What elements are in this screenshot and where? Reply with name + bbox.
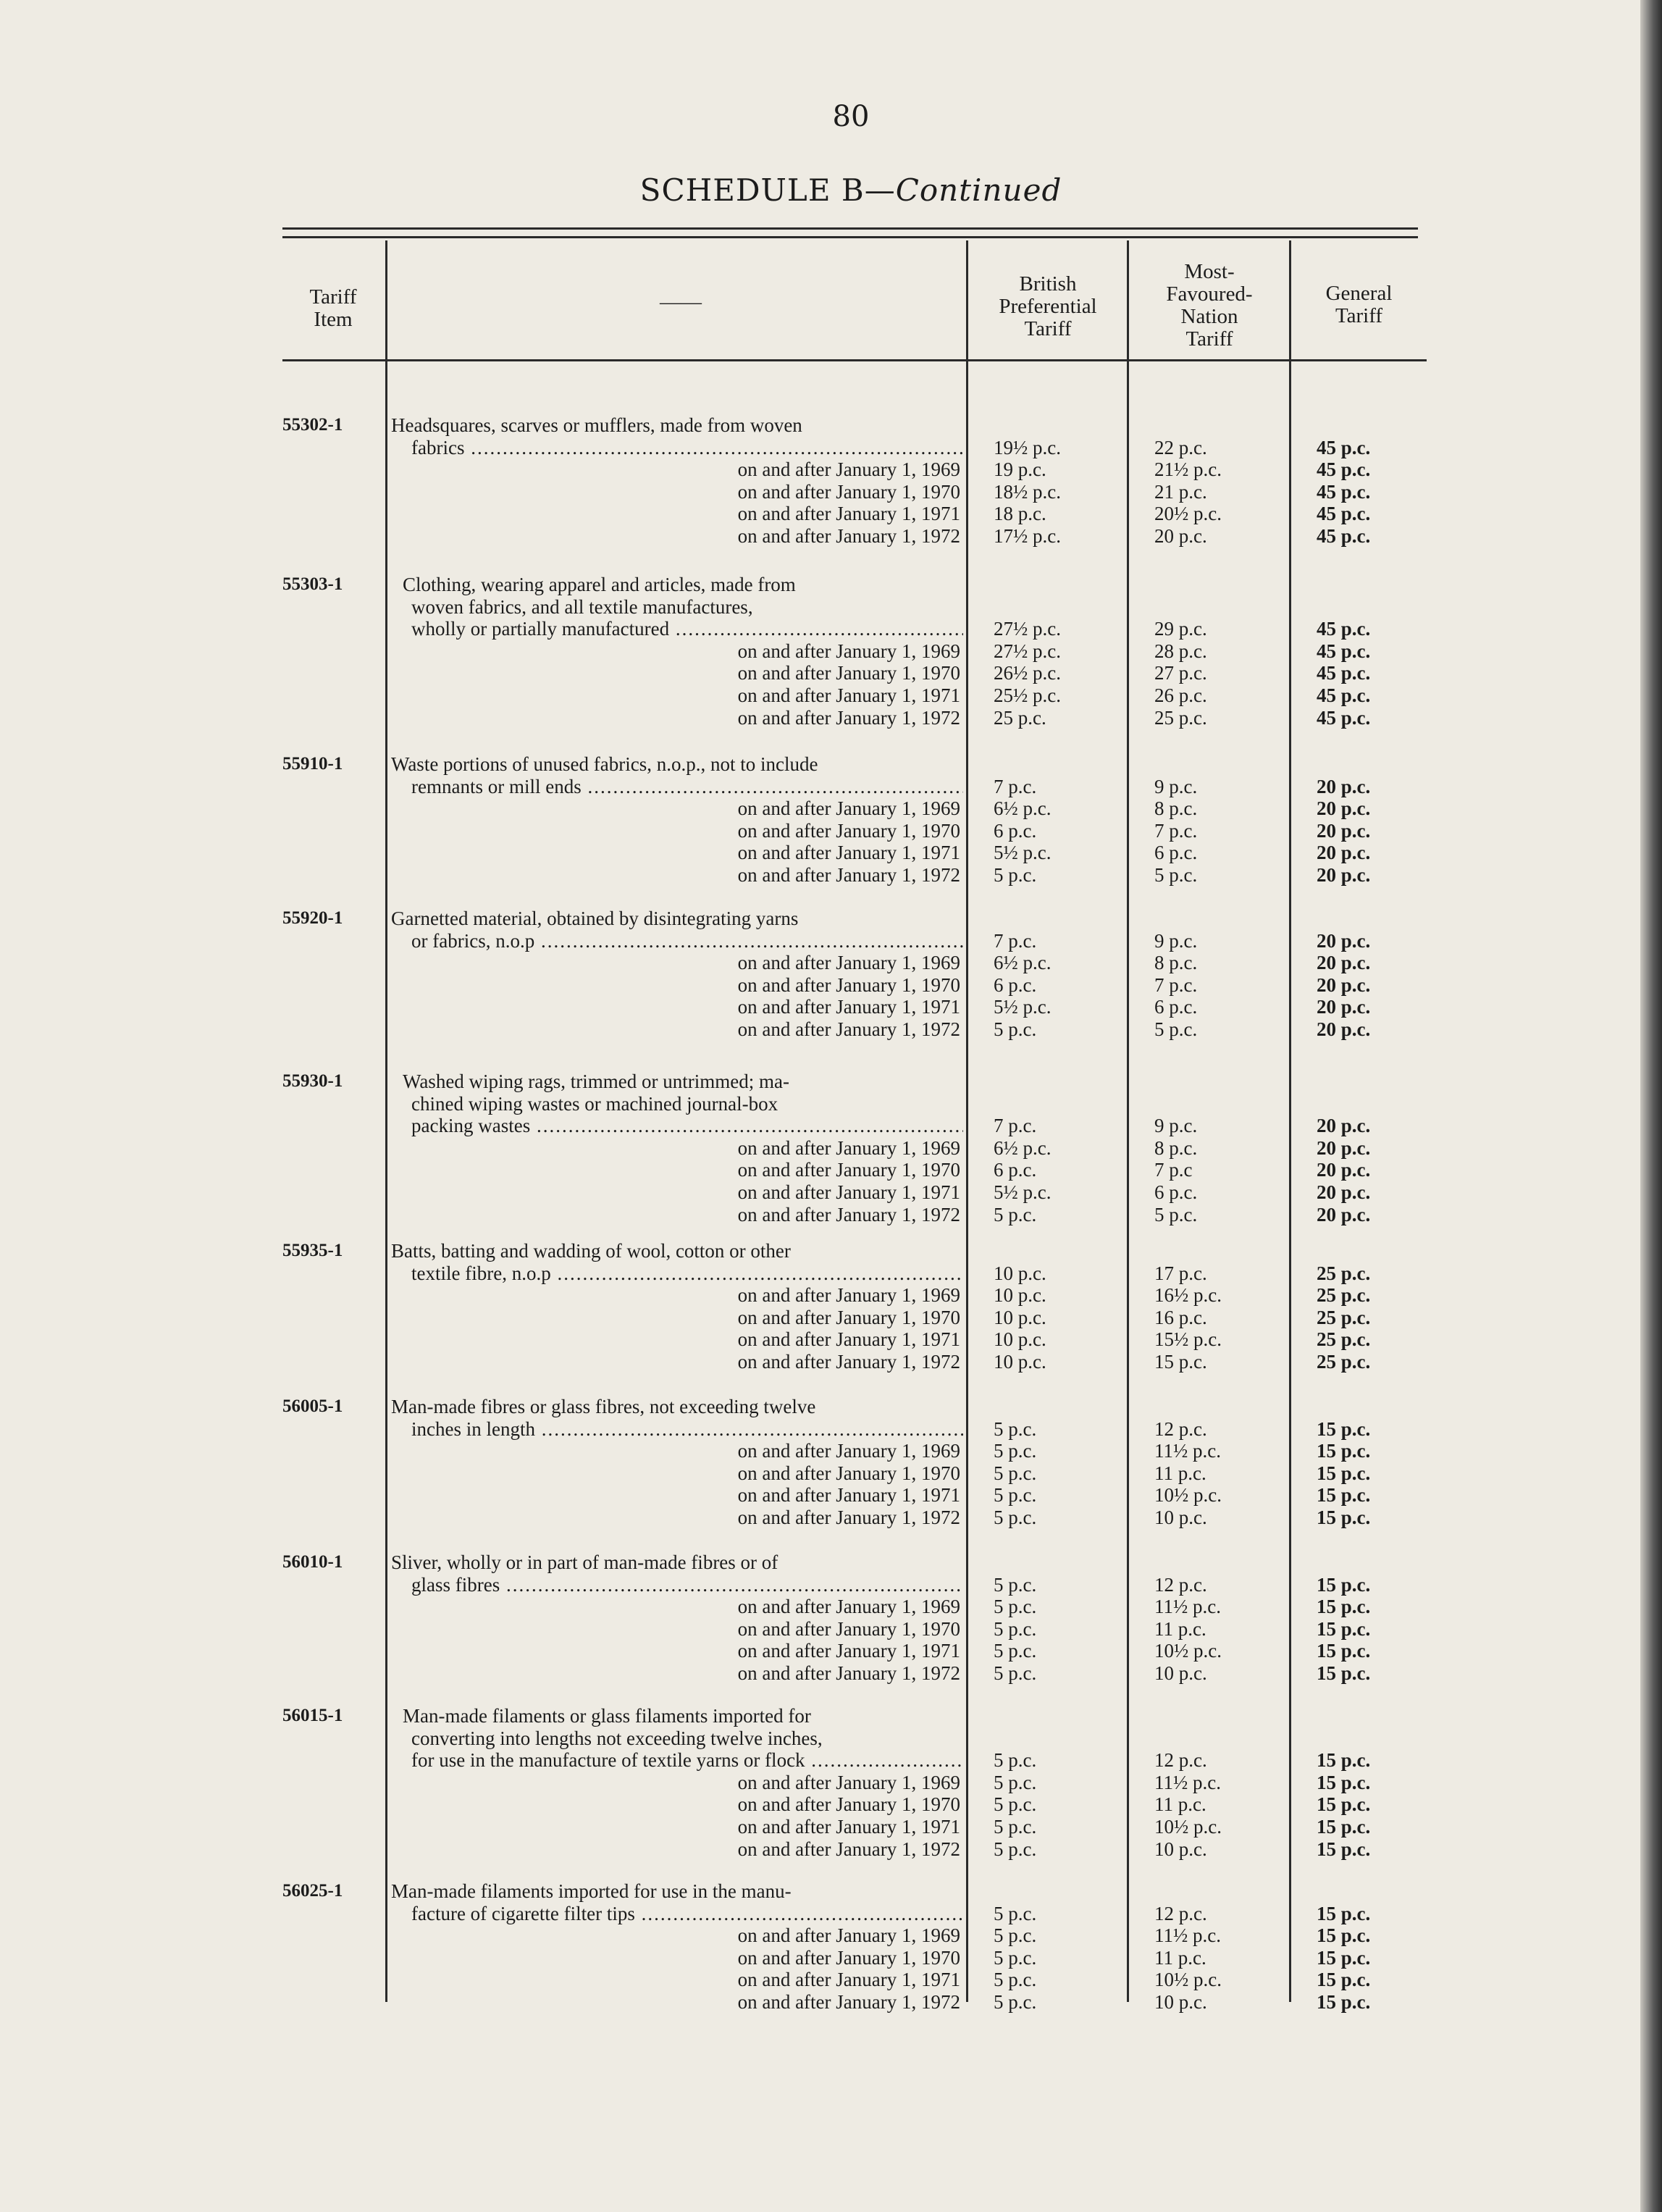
bpt-rate: 19 p.c. — [994, 458, 1046, 481]
mfn-rate: 5 p.c. — [1154, 1203, 1198, 1226]
bpt-rate: 5 p.c. — [994, 1793, 1037, 1816]
effective-date-line: on and after January 1, 1969 — [737, 1284, 960, 1307]
mfn-rate: 27 p.c. — [1154, 662, 1207, 684]
page-edge-shadow — [1640, 0, 1662, 2212]
description-line: Headsquares, scarves or mufflers, made from woven — [391, 414, 802, 436]
general-rate: 45 p.c. — [1317, 618, 1371, 640]
general-rate: 15 p.c. — [1317, 1417, 1371, 1440]
bpt-rate: 6 p.c. — [994, 973, 1037, 996]
bpt-rate: 5½ p.c. — [994, 842, 1052, 864]
mfn-rate-column — [1154, 776, 1299, 887]
bpt-rate: 18½ p.c. — [994, 480, 1061, 503]
description-line: facture of cigarette filter tips ..... — [391, 1903, 963, 1925]
mfn-rate: 26 p.c. — [1154, 684, 1207, 706]
general-rate: 25 p.c. — [1317, 1350, 1371, 1373]
general-rate: 20 p.c. — [1317, 775, 1371, 797]
mfn-rate-column — [1154, 1749, 1299, 1860]
bpt-rate: 25 p.c. — [994, 706, 1046, 729]
mfn-rate: 10½ p.c. — [1154, 1640, 1222, 1662]
bpt-rate: 5 p.c. — [994, 1573, 1037, 1596]
general-rate: 15 p.c. — [1317, 1946, 1371, 1969]
bpt-rate: 5 p.c. — [994, 1018, 1037, 1040]
mfn-rate: 6 p.c. — [1154, 842, 1198, 864]
mfn-rate: 28 p.c. — [1154, 640, 1207, 662]
bpt-rate: 18 p.c. — [994, 503, 1046, 525]
general-rate: 15 p.c. — [1317, 1815, 1371, 1838]
mfn-rate: 11½ p.c. — [1154, 1596, 1221, 1618]
header-mfn: Most- Favoured- Nation Tariff — [1166, 260, 1253, 351]
tariff-description — [391, 753, 963, 887]
description-line: woven fabrics, and all textile manufactures, — [411, 595, 753, 618]
bpt-rate: 19½ p.c. — [994, 436, 1061, 458]
mfn-rate: 8 p.c. — [1154, 797, 1198, 820]
bpt-rate-column — [994, 618, 1138, 729]
bpt-rate: 5 p.c. — [994, 1617, 1037, 1640]
bpt-rate: 5 p.c. — [994, 1417, 1037, 1440]
general-rate-column — [1317, 1903, 1461, 2014]
general-rate: 25 p.c. — [1317, 1284, 1371, 1307]
bpt-rate: 10 p.c. — [994, 1328, 1046, 1351]
bpt-rate-column — [994, 930, 1138, 1041]
effective-date-line: on and after January 1, 1969 — [737, 1440, 960, 1462]
effective-date-line: on and after January 1, 1971 — [737, 996, 960, 1018]
bpt-rate: 5 p.c. — [994, 1771, 1037, 1793]
mfn-rate: 8 p.c. — [1154, 952, 1198, 974]
effective-date-line: on and after January 1, 1970 — [737, 1306, 960, 1328]
bpt-rate: 10 p.c. — [994, 1262, 1046, 1284]
header-tariff-item: Tariff Item — [309, 285, 357, 331]
general-rate: 20 p.c. — [1317, 819, 1371, 842]
bpt-rate: 27½ p.c. — [994, 618, 1061, 640]
mfn-rate: 12 p.c. — [1154, 1417, 1207, 1440]
mfn-rate: 12 p.c. — [1154, 1902, 1207, 1924]
bpt-rate: 5 p.c. — [994, 1506, 1037, 1528]
general-rate: 20 p.c. — [1317, 863, 1371, 886]
mfn-rate-column — [1154, 1574, 1299, 1685]
mfn-rate: 11 p.c. — [1154, 1793, 1206, 1816]
tariff-item-number: 55935-1 — [282, 1241, 343, 1260]
tariff-description — [391, 908, 963, 1041]
tariff-item-number: 55910-1 — [282, 754, 343, 774]
effective-date-line: on and after January 1, 1972 — [737, 1990, 960, 2013]
mfn-rate: 22 p.c. — [1154, 436, 1207, 458]
mfn-rate: 17 p.c. — [1154, 1262, 1207, 1284]
bpt-rate: 5 p.c. — [994, 1440, 1037, 1462]
effective-date-line: on and after January 1, 1972 — [737, 1838, 960, 1860]
mfn-rate: 11 p.c. — [1154, 1946, 1206, 1969]
effective-date-line: on and after January 1, 1969 — [737, 1924, 960, 1947]
bpt-rate: 7 p.c. — [994, 1115, 1037, 1137]
bpt-rate: 5 p.c. — [994, 1902, 1037, 1924]
effective-date-line: on and after January 1, 1972 — [737, 1506, 960, 1528]
page-title — [0, 172, 1662, 208]
effective-date-line: on and after January 1, 1971 — [737, 1484, 960, 1507]
general-rate: 20 p.c. — [1317, 1018, 1371, 1040]
bpt-rate-column — [994, 1418, 1138, 1529]
description-line: Garnetted material, obtained by disintegrating yarns — [391, 908, 799, 929]
tariff-item-number: 55920-1 — [282, 908, 343, 928]
bpt-rate-column — [994, 1115, 1138, 1226]
mfn-rate: 8 p.c. — [1154, 1136, 1198, 1159]
general-rate: 45 p.c. — [1317, 684, 1371, 706]
description-line: textile fibre, n.o.p ..... — [391, 1262, 963, 1285]
bpt-rate: 6½ p.c. — [994, 1136, 1052, 1159]
bpt-rate: 5 p.c. — [994, 1749, 1037, 1772]
mfn-rate: 10 p.c. — [1154, 1990, 1207, 2013]
bpt-rate-column — [994, 1749, 1138, 1860]
mfn-rate: 10 p.c. — [1154, 1506, 1207, 1528]
general-rate: 45 p.c. — [1317, 458, 1371, 481]
mfn-rate: 9 p.c. — [1154, 1115, 1198, 1137]
mfn-rate: 7 p.c. — [1154, 973, 1198, 996]
description-line: remnants or mill ends ..... — [391, 776, 963, 798]
general-rate: 15 p.c. — [1317, 1902, 1371, 1924]
bpt-rate: 5 p.c. — [994, 1815, 1037, 1838]
general-rate: 25 p.c. — [1317, 1306, 1371, 1328]
general-rate: 20 p.c. — [1317, 996, 1371, 1018]
top-rule-2 — [282, 236, 1418, 238]
bpt-rate: 10 p.c. — [994, 1350, 1046, 1373]
tariff-item-number: 56010-1 — [282, 1552, 343, 1572]
effective-date-line: on and after January 1, 1971 — [737, 1328, 960, 1351]
description-line: glass fibres ..... — [391, 1574, 963, 1596]
mfn-rate: 20½ p.c. — [1154, 503, 1222, 525]
tariff-item-number: 56015-1 — [282, 1706, 343, 1725]
general-rate-column — [1317, 618, 1461, 729]
general-rate: 45 p.c. — [1317, 436, 1371, 458]
general-rate: 15 p.c. — [1317, 1969, 1371, 1991]
top-rule-1 — [282, 227, 1418, 230]
general-rate-column — [1317, 437, 1461, 548]
effective-date-line: on and after January 1, 1972 — [737, 1350, 960, 1373]
effective-date-line: on and after January 1, 1972 — [737, 1662, 960, 1684]
bpt-rate: 5 p.c. — [994, 1969, 1037, 1991]
description-line: Sliver, wholly or in part of man-made fibres or of — [391, 1551, 778, 1573]
description-line: inches in length ..... — [391, 1418, 963, 1441]
bpt-rate: 5½ p.c. — [994, 996, 1052, 1018]
page-number: 80 — [832, 100, 870, 133]
bpt-rate: 5½ p.c. — [994, 1181, 1052, 1203]
mfn-rate: 10½ p.c. — [1154, 1815, 1222, 1838]
general-rate: 15 p.c. — [1317, 1573, 1371, 1596]
tariff-item-number: 55930-1 — [282, 1071, 343, 1091]
mfn-rate: 25 p.c. — [1154, 706, 1207, 729]
effective-date-line: on and after January 1, 1971 — [737, 1815, 960, 1838]
effective-date-line: on and after January 1, 1969 — [737, 797, 960, 820]
description-line: Washed wiping rags, trimmed or untrimmed; ma- — [403, 1071, 789, 1092]
mfn-rate: 21 p.c. — [1154, 480, 1207, 503]
bpt-rate: 7 p.c. — [994, 775, 1037, 797]
mfn-rate: 11 p.c. — [1154, 1462, 1206, 1484]
description-line: converting into lengths not exceeding twelve inches, — [411, 1727, 823, 1749]
mfn-rate: 29 p.c. — [1154, 618, 1207, 640]
general-rate-column — [1317, 776, 1461, 887]
bpt-rate: 25½ p.c. — [994, 684, 1061, 706]
general-rate-column — [1317, 1115, 1461, 1226]
effective-date-line: on and after January 1, 1972 — [737, 1203, 960, 1226]
effective-date-line: on and after January 1, 1969 — [737, 1596, 960, 1618]
effective-date-line: on and after January 1, 1971 — [737, 1181, 960, 1203]
general-rate: 15 p.c. — [1317, 1771, 1371, 1793]
bpt-rate: 5 p.c. — [994, 1640, 1037, 1662]
description-line: for use in the manufacture of textile yarns or flock ..... — [391, 1749, 963, 1772]
mfn-rate: 11 p.c. — [1154, 1617, 1206, 1640]
general-rate: 15 p.c. — [1317, 1484, 1371, 1507]
general-rate: 15 p.c. — [1317, 1506, 1371, 1528]
general-rate: 15 p.c. — [1317, 1440, 1371, 1462]
general-rate: 15 p.c. — [1317, 1640, 1371, 1662]
general-rate: 20 p.c. — [1317, 1115, 1371, 1137]
mfn-rate-column — [1154, 618, 1299, 729]
mfn-rate: 5 p.c. — [1154, 1018, 1198, 1040]
general-rate: 15 p.c. — [1317, 1596, 1371, 1618]
mfn-rate-column — [1154, 1115, 1299, 1226]
bpt-rate: 17½ p.c. — [994, 524, 1061, 547]
bpt-rate-column — [994, 1903, 1138, 2014]
bpt-rate-column — [994, 1574, 1138, 1685]
general-rate: 20 p.c. — [1317, 1181, 1371, 1203]
mfn-rate: 11½ p.c. — [1154, 1771, 1221, 1793]
title-main: SCHEDULE B— — [639, 172, 896, 208]
mfn-rate-column — [1154, 1418, 1299, 1529]
effective-date-line: on and after January 1, 1970 — [737, 480, 960, 503]
header-bpt: British Preferential Tariff — [999, 272, 1097, 340]
general-rate-column — [1317, 1574, 1461, 1685]
tariff-description — [391, 1240, 963, 1373]
general-rate: 15 p.c. — [1317, 1617, 1371, 1640]
effective-date-line: on and after January 1, 1970 — [737, 819, 960, 842]
general-rate-column — [1317, 1749, 1461, 1860]
bpt-rate: 5 p.c. — [994, 1462, 1037, 1484]
effective-date-line: on and after January 1, 1970 — [737, 1462, 960, 1484]
mfn-rate-column — [1154, 437, 1299, 548]
effective-date-line: on and after January 1, 1971 — [737, 684, 960, 706]
effective-date-line: on and after January 1, 1970 — [737, 1793, 960, 1816]
bpt-rate: 10 p.c. — [994, 1284, 1046, 1307]
effective-date-line: on and after January 1, 1969 — [737, 458, 960, 481]
effective-date-line: on and after January 1, 1970 — [737, 973, 960, 996]
bpt-rate: 6½ p.c. — [994, 952, 1052, 974]
bpt-rate: 7 p.c. — [994, 929, 1037, 952]
bpt-rate: 6 p.c. — [994, 819, 1037, 842]
general-rate: 15 p.c. — [1317, 1838, 1371, 1860]
effective-date-line: on and after January 1, 1971 — [737, 842, 960, 864]
general-rate: 45 p.c. — [1317, 524, 1371, 547]
general-rate: 45 p.c. — [1317, 503, 1371, 525]
description-line: Batts, batting and wadding of wool, cotton or other — [391, 1240, 791, 1262]
description-line: Waste portions of unused fabrics, n.o.p., not to include — [391, 753, 818, 775]
effective-date-line: on and after January 1, 1971 — [737, 503, 960, 525]
mfn-rate: 20 p.c. — [1154, 524, 1207, 547]
effective-date-line: on and after January 1, 1972 — [737, 1018, 960, 1040]
general-rate: 45 p.c. — [1317, 706, 1371, 729]
general-rate: 15 p.c. — [1317, 1990, 1371, 2013]
general-rate: 25 p.c. — [1317, 1262, 1371, 1284]
mfn-rate: 16½ p.c. — [1154, 1284, 1222, 1307]
effective-date-line: on and after January 1, 1969 — [737, 1136, 960, 1159]
mfn-rate-column — [1154, 930, 1299, 1041]
general-rate: 20 p.c. — [1317, 973, 1371, 996]
bpt-rate: 5 p.c. — [994, 1990, 1037, 2013]
bpt-rate: 5 p.c. — [994, 1662, 1037, 1684]
bpt-rate: 26½ p.c. — [994, 662, 1061, 684]
mfn-rate: 9 p.c. — [1154, 929, 1198, 952]
header-general: General Tariff — [1325, 282, 1393, 327]
mfn-rate: 10½ p.c. — [1154, 1969, 1222, 1991]
col-divider-2 — [966, 240, 968, 2002]
general-rate: 20 p.c. — [1317, 797, 1371, 820]
mfn-rate: 10 p.c. — [1154, 1838, 1207, 1860]
bpt-rate-column — [994, 1262, 1138, 1373]
description-line: or fabrics, n.o.p ..... — [391, 930, 963, 952]
effective-date-line: on and after January 1, 1972 — [737, 706, 960, 729]
tariff-item-number: 55303-1 — [282, 574, 343, 594]
bpt-rate: 5 p.c. — [994, 1924, 1037, 1947]
effective-date-line: on and after January 1, 1971 — [737, 1640, 960, 1662]
description-line: packing wastes ..... — [391, 1115, 963, 1137]
bpt-rate-column — [994, 437, 1138, 548]
tariff-description — [391, 1071, 963, 1226]
general-rate: 45 p.c. — [1317, 662, 1371, 684]
mfn-rate: 10 p.c. — [1154, 1662, 1207, 1684]
tariff-item-number: 55302-1 — [282, 415, 343, 435]
general-rate: 15 p.c. — [1317, 1662, 1371, 1684]
general-rate: 20 p.c. — [1317, 842, 1371, 864]
mfn-rate: 6 p.c. — [1154, 1181, 1198, 1203]
effective-date-line: on and after January 1, 1969 — [737, 640, 960, 662]
description-line: Clothing, wearing apparel and articles, made from — [403, 574, 796, 595]
tariff-description — [391, 1880, 963, 2014]
description-line: Man-made fibres or glass fibres, not exceeding twelve — [391, 1396, 816, 1417]
general-rate: 15 p.c. — [1317, 1924, 1371, 1947]
bpt-rate: 6 p.c. — [994, 1159, 1037, 1181]
bpt-rate: 5 p.c. — [994, 1203, 1037, 1226]
effective-date-line: on and after January 1, 1970 — [737, 1946, 960, 1969]
bpt-rate: 5 p.c. — [994, 1596, 1037, 1618]
general-rate: 45 p.c. — [1317, 480, 1371, 503]
bpt-rate: 27½ p.c. — [994, 640, 1061, 662]
mfn-rate: 7 p.c — [1154, 1159, 1193, 1181]
mfn-rate: 10½ p.c. — [1154, 1484, 1222, 1507]
general-rate: 20 p.c. — [1317, 1203, 1371, 1226]
mfn-rate-column — [1154, 1903, 1299, 2014]
general-rate: 15 p.c. — [1317, 1749, 1371, 1772]
tariff-item-number: 56025-1 — [282, 1881, 343, 1901]
bpt-rate: 5 p.c. — [994, 1946, 1037, 1969]
col-divider-1 — [385, 240, 387, 2002]
mfn-rate: 16 p.c. — [1154, 1306, 1207, 1328]
tariff-description — [391, 1551, 963, 1685]
bpt-rate: 5 p.c. — [994, 1484, 1037, 1507]
effective-date-line: on and after January 1, 1970 — [737, 662, 960, 684]
description-line: fabrics ..... — [391, 437, 963, 459]
mfn-rate: 5 p.c. — [1154, 863, 1198, 886]
effective-date-line: on and after January 1, 1970 — [737, 1617, 960, 1640]
mfn-rate: 12 p.c. — [1154, 1749, 1207, 1772]
general-rate-column — [1317, 1418, 1461, 1529]
header-rule — [282, 359, 1427, 361]
tariff-description — [391, 1396, 963, 1529]
mfn-rate: 9 p.c. — [1154, 775, 1198, 797]
bpt-rate-column — [994, 776, 1138, 887]
description-line: Man-made filaments imported for use in the manu- — [391, 1880, 792, 1902]
effective-date-line: on and after January 1, 1970 — [737, 1159, 960, 1181]
description-line: chined wiping wastes or machined journal-box — [411, 1092, 778, 1115]
general-rate: 20 p.c. — [1317, 952, 1371, 974]
tariff-item-number: 56005-1 — [282, 1396, 343, 1416]
tariff-description — [391, 1705, 963, 1860]
title-italic: Continued — [895, 172, 1062, 208]
bpt-rate: 5 p.c. — [994, 863, 1037, 886]
mfn-rate: 11½ p.c. — [1154, 1924, 1221, 1947]
bpt-rate: 5 p.c. — [994, 1838, 1037, 1860]
tariff-description — [391, 574, 963, 729]
general-rate-column — [1317, 930, 1461, 1041]
header-description: —— — [660, 290, 702, 314]
mfn-rate: 15½ p.c. — [1154, 1328, 1222, 1351]
mfn-rate: 11½ p.c. — [1154, 1440, 1221, 1462]
general-rate: 45 p.c. — [1317, 640, 1371, 662]
mfn-rate: 12 p.c. — [1154, 1573, 1207, 1596]
mfn-rate: 15 p.c. — [1154, 1350, 1207, 1373]
effective-date-line: on and after January 1, 1972 — [737, 524, 960, 547]
general-rate: 20 p.c. — [1317, 1159, 1371, 1181]
general-rate: 25 p.c. — [1317, 1328, 1371, 1351]
mfn-rate: 21½ p.c. — [1154, 458, 1222, 481]
bpt-rate: 10 p.c. — [994, 1306, 1046, 1328]
description-line: wholly or partially manufactured ..... — [391, 618, 963, 640]
general-rate-column — [1317, 1262, 1461, 1373]
effective-date-line: on and after January 1, 1972 — [737, 863, 960, 886]
effective-date-line: on and after January 1, 1969 — [737, 952, 960, 974]
tariff-description — [391, 414, 963, 548]
effective-date-line: on and after January 1, 1969 — [737, 1771, 960, 1793]
general-rate: 15 p.c. — [1317, 1793, 1371, 1816]
general-rate: 20 p.c. — [1317, 929, 1371, 952]
mfn-rate-column — [1154, 1262, 1299, 1373]
effective-date-line: on and after January 1, 1971 — [737, 1969, 960, 1991]
mfn-rate: 6 p.c. — [1154, 996, 1198, 1018]
mfn-rate: 7 p.c. — [1154, 819, 1198, 842]
description-line: Man-made filaments or glass filaments imported for — [403, 1705, 811, 1727]
general-rate: 20 p.c. — [1317, 1136, 1371, 1159]
bpt-rate: 6½ p.c. — [994, 797, 1052, 820]
general-rate: 15 p.c. — [1317, 1462, 1371, 1484]
